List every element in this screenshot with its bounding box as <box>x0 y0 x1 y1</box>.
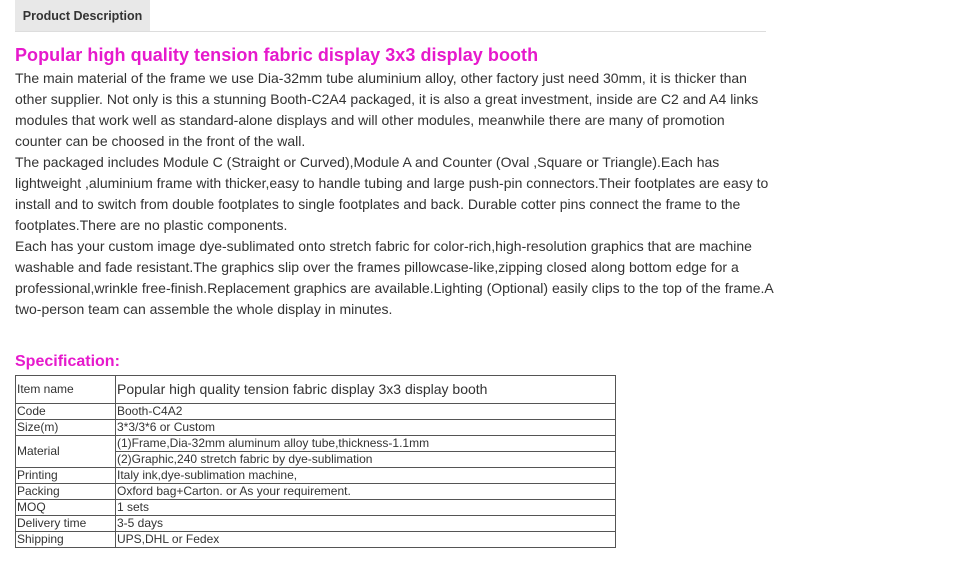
spec-value: (2)Graphic,240 stretch fabric by dye-sublimation <box>116 452 616 468</box>
table-row <box>16 436 616 452</box>
specification-table <box>15 375 616 548</box>
table-row <box>16 404 616 420</box>
spec-label: Shipping <box>16 532 116 548</box>
description-body <box>15 68 775 320</box>
table-row <box>16 484 616 500</box>
spec-label: Printing <box>16 468 116 484</box>
spec-label: Size(m) <box>16 420 116 436</box>
table-row <box>16 500 616 516</box>
table-row <box>16 420 616 436</box>
spec-value: UPS,DHL or Fedex <box>116 532 616 548</box>
spec-value: Italy ink,dye-sublimation machine, <box>116 468 616 484</box>
spec-value: 3*3/3*6 or Custom <box>116 420 616 436</box>
description-paragraph: Each has your custom image dye-sublimated onto stretch fabric for color-rich,high-resolution graphics that are machine washable and fade resistant.The graphics slip over the frames pillowcase-like,zipping closed along bottom edge for a professional,wrinkle free-finish.Replacement graphics are available.Lighting (Optional) easily clips to the top of the frame.A two-person team can assemble the whole display in minutes. <box>15 238 773 317</box>
table-row <box>16 532 616 548</box>
description-paragraph: The packaged includes Module C (Straight or Curved),Module A and Counter (Oval ,Square or Triangle).Each has lightweight ,aluminium frame with thicker,easy to handle tubing and large push-pin connectors.Their footplates are easy to install and to switch from double footplates to single footplates and back. Durable cotter pins connect the frame to the footplates.There are no plastic components. <box>15 154 769 233</box>
spec-label: MOQ <box>16 500 116 516</box>
spec-label: Item name <box>16 376 116 404</box>
spec-label: Code <box>16 404 116 420</box>
specification-heading: Specification: <box>15 353 120 370</box>
spec-label: Delivery time <box>16 516 116 532</box>
spec-value: Oxford bag+Carton. or As your requirement. <box>116 484 616 500</box>
spec-label: Material <box>16 436 116 468</box>
description-paragraph: The main material of the frame we use Dia-32mm tube aluminium alloy, other factory just need 30mm, it is thicker than other supplier. Not only is this a stunning Booth-C2A4 packaged, it is also a great investment, inside are C2 and A4 links modules that work well as standard-alone displays and will other modules, meanwhile there are many of promotion counter can be choosed in the front of the wall. <box>15 70 759 149</box>
table-row <box>16 376 616 404</box>
table-row <box>16 468 616 484</box>
tab-bar <box>15 0 766 32</box>
spec-label: Packing <box>16 484 116 500</box>
spec-value: 3-5 days <box>116 516 616 532</box>
spec-value: 1 sets <box>116 500 616 516</box>
spec-value: Booth-C4A2 <box>116 404 616 420</box>
spec-value: Popular high quality tension fabric display 3x3 display booth <box>116 376 616 404</box>
table-row <box>16 516 616 532</box>
tab-product-description[interactable]: Product Description <box>15 0 150 31</box>
product-description-section <box>15 44 775 320</box>
spec-value: (1)Frame,Dia-32mm aluminum alloy tube,thickness-1.1mm <box>116 436 616 452</box>
product-title: Popular high quality tension fabric display 3x3 display booth <box>15 45 539 65</box>
